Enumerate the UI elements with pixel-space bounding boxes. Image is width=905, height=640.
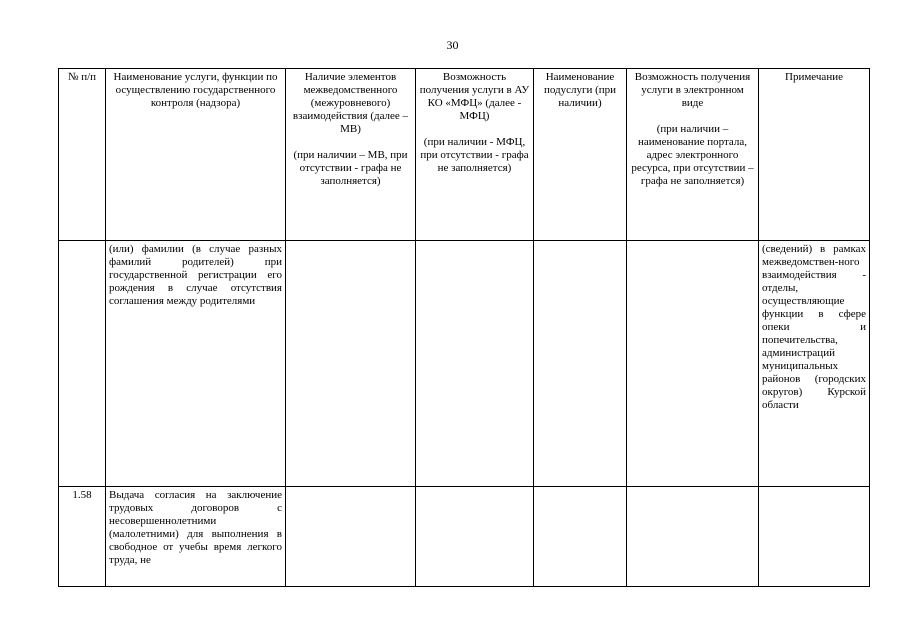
cell-mv bbox=[286, 241, 416, 487]
table-row bbox=[59, 241, 870, 487]
cell-service-name: (или) фамилии (в случае разных фамилий родителей) при государственной регистрации его рождения в случае отсутствия соглашения между родителями bbox=[106, 241, 286, 487]
header-subservice: Наименование подуслуги (при наличии) bbox=[534, 69, 627, 241]
page-number: 30 bbox=[446, 38, 459, 52]
cell-remark bbox=[759, 487, 870, 587]
header-mv bbox=[286, 69, 416, 241]
cell-num bbox=[59, 241, 106, 487]
header-service-name: Наименование услуги, функции по осуществлению государственного контроля (надзора) bbox=[106, 69, 286, 241]
header-mv-note: (при наличии – МВ, при отсутствии - графа не заполняется) bbox=[293, 149, 408, 187]
header-electronic-note: (при наличии – наименование портала, адрес электронного ресурса, при отсутствии – графа не заполняется) bbox=[631, 123, 754, 187]
services-table bbox=[58, 68, 870, 587]
cell-subservice bbox=[534, 487, 627, 587]
cell-electronic bbox=[627, 487, 759, 587]
header-mfc-main: Возможность получения услуги в АУ КО «МФЦ» (далее - МФЦ) bbox=[419, 71, 530, 122]
cell-mv bbox=[286, 487, 416, 587]
header-num: № п/п bbox=[59, 69, 106, 241]
header-electronic bbox=[627, 69, 759, 241]
cell-mfc bbox=[416, 487, 534, 587]
cell-num: 1.58 bbox=[59, 487, 106, 587]
header-mfc-note: (при наличии - МФЦ, при отсутствии - графа не заполняется) bbox=[420, 136, 529, 174]
header-electronic-main: Возможность получения услуги в электронном виде bbox=[634, 71, 751, 109]
table-row bbox=[59, 487, 870, 587]
header-mfc bbox=[416, 69, 534, 241]
cell-electronic bbox=[627, 241, 759, 487]
header-mv-main: Наличие элементов межведомственного (межуровневого) взаимодействия (далее – МВ) bbox=[292, 71, 409, 135]
header-remark: Примечание bbox=[759, 69, 870, 241]
cell-mfc bbox=[416, 241, 534, 487]
cell-remark: (сведений) в рамках межведомствен-ного взаимодействия - отделы, осуществляющие функции в сфере опеки и попечительства, администраций муниципальных районов (городских округов) Курской области bbox=[759, 241, 870, 487]
cell-subservice bbox=[534, 241, 627, 487]
cell-service-name: Выдача согласия на заключение трудовых договоров с несовершеннолетними (малолетними) для выполнения в свободное от учебы время легкого труда, не bbox=[106, 487, 286, 587]
table-header-row bbox=[59, 69, 870, 241]
